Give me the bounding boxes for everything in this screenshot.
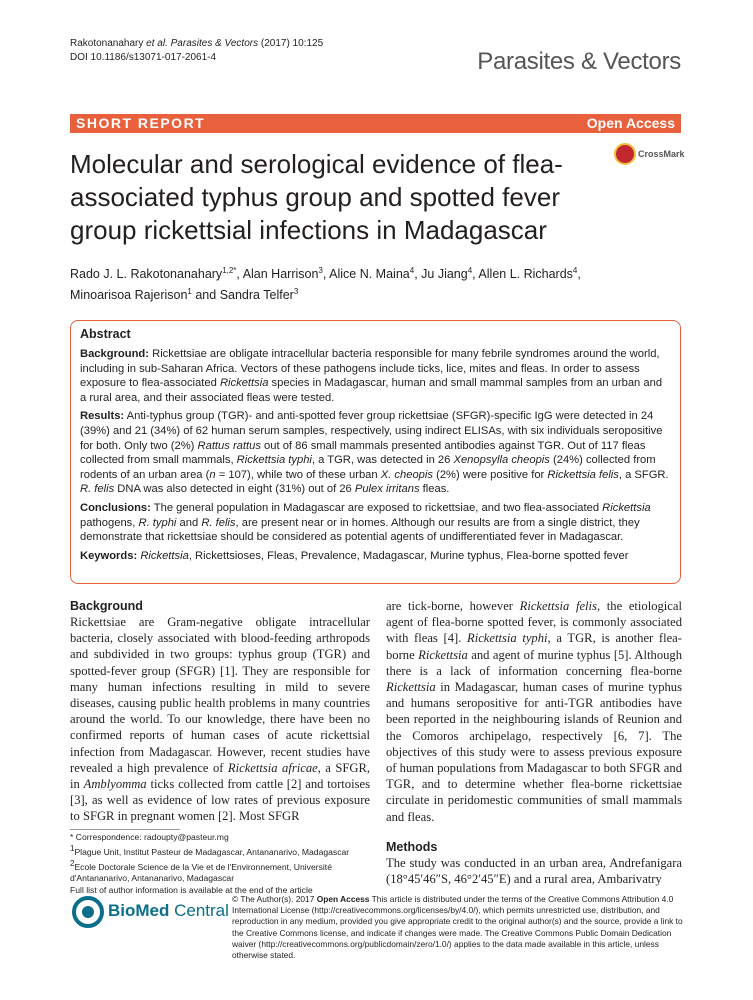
- crossmark-icon: [614, 143, 636, 165]
- abstract-heading: Abstract: [80, 327, 131, 341]
- author-list: Rado J. L. Rakotonanahary$^{1,2*}$, Alan Harrison$^3$, Alice N. Maina$^4$, Ju Jiang$^4$, Allen L. Richards$^4$, Minoarisoa Rajerison$^1$ and Sandra Telfer$^3$: [70, 266, 581, 303]
- citation-header: [70, 37, 323, 65]
- open-access-label: Open Access: [586, 115, 675, 131]
- license-text: © The Author(s). 2017 Open Access This article is distributed under the terms of the Creative Commons Attribution 4.0 International License (http://creativecommons.org/licenses/by/4.0/), which permits unrestricted use, distribution, and reproduction in any medium, provided you give appropriate credit to the original author(s) and the source, provide a link to the Creative Commons license, and indicate if changes were made. The Creative Commons Public Domain Dedication waiver (http://creativecommons.org/publicdomain/zero/1.0/) applies to the data made available in this article, unless otherwise stated.: [232, 894, 683, 961]
- crossmark-button[interactable]: [614, 143, 694, 173]
- full-author-info: Full list of author information is available at the end of the article: [70, 884, 313, 895]
- author[interactable]: Rado J. L. Rakotonanahary$^{1,2*}$: [70, 266, 237, 282]
- abstract-conclusions: Conclusions: The general population in Madagascar are exposed to rickettsiae, and two flea-associated Rickettsia pathogens, R. typhi and R. felis, are present near or in homes. Although our results are from a single district, they demonstrate that rickettsiae should be considered as potential agents of undifferentiated fever in Madagascar.: [80, 501, 651, 544]
- methods-heading: Methods: [386, 840, 438, 854]
- citation-line-1: Rakotonanahary et al. Parasites & Vectors (2017) 10:125: [70, 38, 324, 49]
- abstract-background: Background: Rickettsiae are obligate intracellular bacteria responsible for many febrile syndromes around the world, including in sub-Saharan Africa. Vectors of these pathogens include ticks, lice, mites and fleas. In order to assess exposure to flea-associated Rickettsia species in Madagascar, human and small mammal samples from an urban and a rural area, and their associated fleas were tested.: [80, 348, 663, 404]
- crossmark-label: CrossMark: [638, 149, 685, 159]
- abstract-keywords: Keywords: Rickettsia, Rickettsioses, Fleas, Prevalence, Madagascar, Murine typhus, Flea-borne spotted fever: [80, 549, 629, 562]
- background-section: [70, 598, 370, 825]
- doi-line[interactable]: DOI 10.1186/s13071-017-2061-4: [70, 52, 217, 63]
- biomed-logo-dot: [82, 906, 94, 918]
- methods-section: [386, 839, 682, 887]
- footnotes: [70, 832, 370, 896]
- abstract-box: [70, 320, 681, 584]
- abstract-results: Results: Anti-typhus group (TGR)- and anti-spotted fever group rickettsiae (SFGR)-specific IgG were detected in 24 (39%) and 21 (34%) of 62 human serum samples, respectively, using indirect ELISAs, with six individuals seropositive for both. Only two (2%) Rattus rattus out of 86 small mammals presented antibodies against TGR. Out of 117 fleas collected from small mammals, Rickettsia typhi, a TGR, was detected in 26 Xenopsylla cheopis (24%) collected from rodents of an urban area (n = 107), while two of these urban X. cheopis (2%) were positive for Rickettsia felis, a SFGR. R. felis DNA was also detected in eight (31%) out of 26 Pulex irritans fleas.: [80, 410, 669, 496]
- publisher-name: BioMed Central: [108, 901, 229, 920]
- affiliation-1: $^1$Plague Unit, Institut Pasteur de Madagascar, Antananarivo, Madagascar: [70, 844, 350, 858]
- author[interactable]: Alan Harrison$^3$: [242, 266, 323, 282]
- background-paragraph: Rickettsiae are Gram-negative obligate intracellular bacteria, closely associated with blood-feeding arthropods and subdivided in two groups: typhus group (TGR) and spotted-fever group (SFGR) [1]. They are responsible for many human infections resulting in mild to severe diseases, causing public health problems in many countries around the world. To our knowledge, there have been no confirmed reports of human cases of acute rickettsial infection from Madagascar. However, recent studies have revealed a high prevalence of Rickettsia africae, a SFGR, in Amblyomma ticks collected from cattle [2] and tortoises [3], as well as evidence of low rates of previous exposure to SFGR in pregnant women [2]. Most SFGR: [70, 615, 370, 824]
- journal-name: Parasites & Vectors: [477, 48, 681, 75]
- author[interactable]: Sandra Telfer$^3$: [219, 287, 299, 303]
- background-heading: Background: [70, 599, 143, 613]
- background-continued: [386, 598, 682, 825]
- article-title: Molecular and serological evidence of flea-associated typhus group and spotted fever group rickettsial infections in Madagascar: [70, 149, 563, 245]
- author[interactable]: Ju Jiang$^4$: [421, 266, 473, 282]
- biomed-central-logo[interactable]: [70, 894, 230, 932]
- author[interactable]: Allen L. Richards$^4$: [478, 266, 578, 282]
- footnote-rule: [70, 829, 180, 830]
- affiliation-2-cont: d'Antananarivo, Antananarivo, Madagascar: [70, 873, 235, 884]
- article-type-banner: [70, 114, 681, 133]
- background-paragraph-continued: are tick-borne, however Rickettsia felis, the etiological agent of flea-borne spotted fever, is commonly associated with fleas [4]. Rickettsia typhi, a TGR, is another flea-borne Rickettsia and agent of murine typhus [5]. Although there is a lack of information concerning flea-borne Rickettsia in Madagascar, human cases of murine typhus and humans seropositive for anti-TGR antibodies have been reported in the neighbouring islands of Reunion and the Comoros archipelago, respectively [6, 7]. The objectives of this study were to assess previous exposure of human populations from Madagascar to both SFGR and TGR, and to determine whether flea-borne rickettsiae circulate in peridomestic communities of small mammals and fleas.: [386, 599, 683, 824]
- author[interactable]: Alice N. Maina$^4$: [329, 266, 415, 282]
- author[interactable]: Minoarisoa Rajerison$^1$: [70, 287, 192, 303]
- methods-paragraph: The study was conducted in an urban area, Andrefanigara (18°45′46″S, 46°2′45″E) and a rural area, Ambarivatry: [386, 856, 682, 887]
- article-type: SHORT REPORT: [76, 115, 206, 131]
- affiliation-2: $^2$Ecole Doctorale Science de la Vie et de l'Environnement, Université: [70, 859, 332, 873]
- correspondence[interactable]: * Correspondence: radoupty@pasteur.mg: [70, 832, 229, 842]
